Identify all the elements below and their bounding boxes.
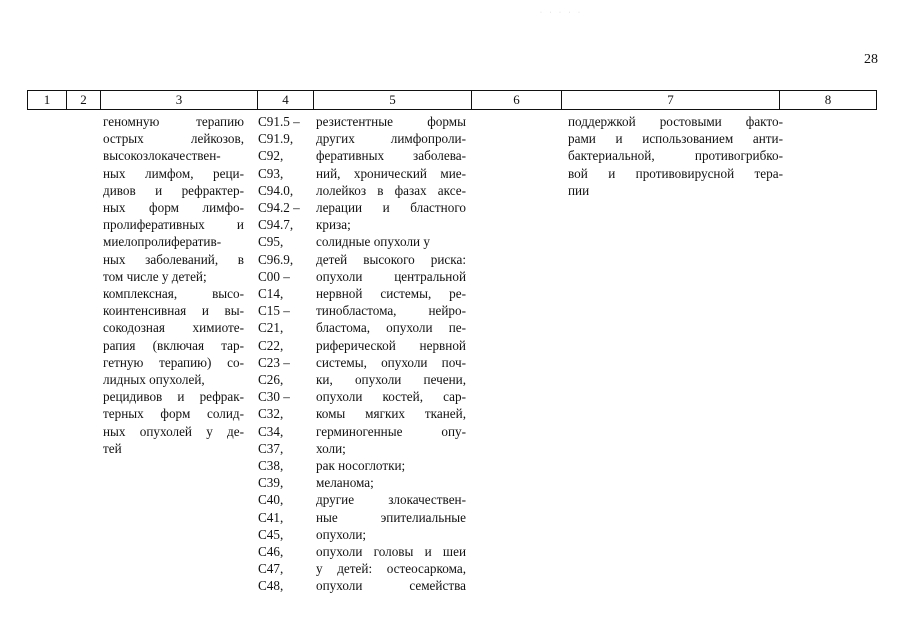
text-line: рами и использованием анти- bbox=[568, 131, 783, 147]
header-col-7: 7 bbox=[562, 91, 780, 109]
text-line: C21, bbox=[258, 320, 284, 336]
text-line: нервной системы, ре- bbox=[316, 286, 466, 302]
text-line: детей высокого риска: bbox=[316, 251, 466, 267]
text-line: комплексная, высо- bbox=[103, 286, 244, 302]
text-line: резистентные формы bbox=[316, 114, 466, 129]
text-line: у детей: остеосаркома, bbox=[316, 561, 466, 577]
text-line: опухоли костей, сар- bbox=[316, 389, 466, 405]
text-line: вой и противовирусной тера- bbox=[568, 165, 783, 181]
text-line: C91.9, bbox=[258, 131, 294, 147]
text-line: опухоли головы и шеи bbox=[316, 544, 466, 560]
text-line: ных заболеваний, в bbox=[103, 251, 244, 267]
text-line: C30 – bbox=[258, 389, 290, 405]
text-line: C95, bbox=[258, 234, 284, 250]
text-line: C96.9, bbox=[258, 251, 294, 267]
text-line: C94.7, bbox=[258, 217, 294, 233]
text-line: миелопролифератив- bbox=[103, 234, 222, 250]
header-col-2: 2 bbox=[67, 91, 101, 109]
text-line: C47, bbox=[258, 561, 284, 577]
text-line: C40, bbox=[258, 492, 284, 508]
text-line: ных опухолей у де- bbox=[103, 423, 244, 439]
text-line: опухоли семейства bbox=[316, 578, 466, 594]
text-line: другие злокачествен- bbox=[316, 492, 466, 508]
text-line: ных лимфом, реци- bbox=[103, 165, 244, 181]
text-line: C15 – bbox=[258, 303, 290, 319]
text-line: тинобластома, нейро- bbox=[316, 303, 466, 319]
column-4-icd-codes bbox=[258, 113, 308, 595]
text-line: холи; bbox=[316, 440, 346, 456]
text-line: криза; bbox=[316, 217, 351, 233]
text-line: ний, хронический мие- bbox=[316, 165, 466, 181]
text-line: других лимфопроли- bbox=[316, 131, 466, 147]
text-line: системы, опухоли поч- bbox=[316, 354, 466, 370]
header-col-8: 8 bbox=[824, 92, 832, 107]
text-line: феративных заболева- bbox=[316, 148, 466, 164]
text-line: рапия (включая тар- bbox=[103, 337, 244, 353]
text-line: геномную терапию bbox=[103, 114, 244, 129]
text-line: C22, bbox=[258, 337, 284, 353]
text-line: C39, bbox=[258, 475, 284, 491]
text-line: риферической нервной bbox=[316, 337, 466, 353]
text-line: C37, bbox=[258, 440, 284, 456]
text-line: поддержкой ростовыми факто- bbox=[568, 114, 783, 129]
column-5-diagnosis-text bbox=[316, 113, 466, 595]
text-line: C94.2 – bbox=[258, 200, 300, 216]
text-line: опухоли центральной bbox=[316, 268, 466, 284]
text-line: ки, опухоли печени, bbox=[316, 372, 466, 388]
text-line: C45, bbox=[258, 526, 284, 542]
text-line: рецидивов и рефрак- bbox=[103, 389, 244, 405]
header-col-3: 3 bbox=[101, 91, 258, 109]
scan-specks: · · · · · bbox=[540, 10, 583, 16]
text-line: герминогенные опу- bbox=[316, 423, 466, 439]
page-number: 28 bbox=[864, 52, 878, 67]
text-line: пии bbox=[568, 182, 590, 198]
text-line: C93, bbox=[258, 165, 284, 181]
text-line: том числе у детей; bbox=[103, 268, 207, 284]
text-line: C38, bbox=[258, 458, 284, 474]
text-line: ные эпителиальные bbox=[316, 509, 466, 525]
text-line: C34, bbox=[258, 423, 284, 439]
text-line: C48, bbox=[258, 578, 284, 594]
text-line: C23 – bbox=[258, 354, 290, 370]
text-line: C00 – bbox=[258, 268, 290, 284]
text-line: коинтенсивная и вы- bbox=[103, 303, 244, 319]
text-line: C92, bbox=[258, 148, 284, 164]
text-line: солидные опухоли у bbox=[316, 234, 430, 250]
text-line: C26, bbox=[258, 372, 284, 388]
column-7-method-text bbox=[568, 113, 783, 199]
header-col-1: 1 bbox=[28, 91, 67, 109]
text-line: бластома, опухоли пе- bbox=[316, 320, 466, 336]
text-line: тей bbox=[103, 440, 122, 456]
text-line: острых лейкозов, bbox=[103, 131, 244, 147]
text-line: C94.0, bbox=[258, 182, 294, 198]
text-line: гетную терапию) со- bbox=[103, 354, 244, 370]
text-line: лолейкоз в фазах аксе- bbox=[316, 182, 466, 198]
text-line: пролиферативных и bbox=[103, 217, 244, 233]
text-line: рак носоглотки; bbox=[316, 458, 406, 474]
text-line: меланома; bbox=[316, 475, 374, 491]
column-3-treatment-text bbox=[103, 113, 244, 457]
text-line: лидных опухолей, bbox=[103, 372, 205, 388]
header-col-4: 4 bbox=[258, 91, 314, 109]
header-col-6: 6 bbox=[472, 91, 562, 109]
text-line: бактериальной, противогрибко- bbox=[568, 148, 783, 164]
text-line: C14, bbox=[258, 286, 284, 302]
table-header-row bbox=[27, 90, 877, 110]
text-line: высокозлокачествен- bbox=[103, 148, 221, 164]
text-line: лерации и бластного bbox=[316, 200, 466, 216]
text-line: ных форм лимфо- bbox=[103, 200, 244, 216]
text-line: комы мягких тканей, bbox=[316, 406, 466, 422]
text-line: опухоли; bbox=[316, 526, 367, 542]
text-line: C41, bbox=[258, 509, 284, 525]
text-line: терных форм солид- bbox=[103, 406, 244, 422]
header-col-5: 5 bbox=[314, 91, 472, 109]
text-line: дивов и рефрактер- bbox=[103, 182, 244, 198]
text-line: C32, bbox=[258, 406, 284, 422]
text-line: C91.5 – bbox=[258, 114, 300, 129]
text-line: сокодозная химиоте- bbox=[103, 320, 244, 336]
text-line: C46, bbox=[258, 544, 284, 560]
